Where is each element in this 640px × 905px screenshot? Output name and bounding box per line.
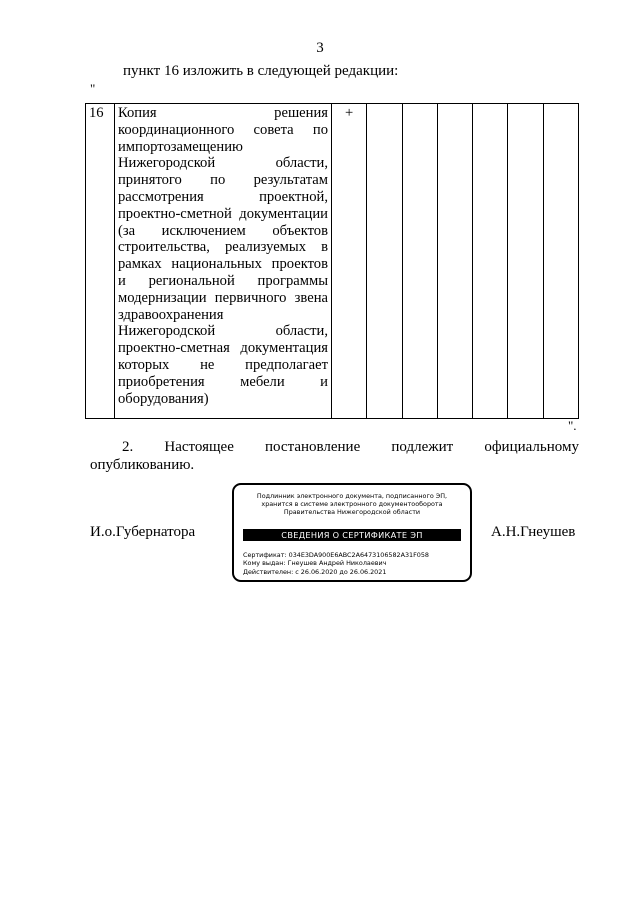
description-line: и региональной программы: [118, 272, 328, 289]
description-line: импортозамещению: [118, 138, 243, 155]
quote-close: ".: [568, 418, 577, 433]
empty-cell: [437, 104, 472, 419]
empty-cell: [543, 104, 578, 419]
description-line: которых не предполагает: [118, 356, 328, 373]
description-line: рамках национальных проектов: [118, 256, 328, 273]
description-line: приобретения мебели и: [118, 373, 328, 390]
description-line: Копия решения: [118, 105, 328, 121]
stamp-line: хранится в системе электронного документооборота: [261, 500, 443, 509]
description-line: модернизации первичного звена: [118, 289, 328, 306]
signer-position: И.о.Губернатора: [90, 524, 196, 540]
description-line: строительства, реализуемых в: [118, 239, 328, 256]
description-line: Нижегородской области,: [118, 323, 328, 340]
description-line: проектно-сметная документация: [118, 340, 328, 357]
quote-open: ": [90, 81, 96, 96]
description-line: здравоохранения: [118, 306, 224, 323]
description-line: проектно-сметной документации: [118, 205, 328, 222]
page-number: 3: [316, 40, 324, 56]
publication-paragraph: [90, 438, 579, 474]
intro-text: пункт 16 изложить в следующей редакции:: [123, 63, 399, 79]
mark-cell: +: [332, 104, 367, 419]
empty-cell: [473, 104, 508, 419]
certificate-number: Сертификат: 034E3DA900E6ABC2A6473106582A31F058: [243, 551, 429, 559]
signer-name: А.Н.Гнеушев: [491, 524, 576, 540]
table-row: [86, 104, 579, 419]
description-line: принятого по результатам: [118, 172, 328, 189]
paragraph-line: 2. Настоящее постановление подлежит официальному: [122, 439, 579, 455]
description-line: оборудования): [118, 390, 209, 407]
amendment-table: [85, 103, 579, 419]
description-line: (за исключением объектов: [118, 222, 328, 239]
certificate-owner: Кому выдан: Гнеушев Андрей Николаевич: [243, 559, 387, 568]
paragraph-line: опубликованию.: [90, 457, 195, 473]
description-line: Нижегородской области,: [118, 155, 328, 172]
empty-cell: [402, 104, 437, 419]
description-line: рассмотрения проектной,: [118, 188, 328, 205]
description-line: координационного совета по: [118, 121, 328, 138]
stamp-line: Правительства Нижегородской области: [283, 508, 421, 517]
certificate-validity: Действителен: с 26.06.2020 до 26.06.2021: [243, 567, 387, 576]
digital-signature-stamp: [232, 483, 472, 582]
stamp-line: Подлинник электронного документа, подписанного ЭП,: [256, 492, 448, 500]
empty-cell: [367, 104, 402, 419]
empty-cell: [508, 104, 543, 419]
stamp-header: [234, 492, 470, 517]
stamp-title: СВЕДЕНИЯ О СЕРТИФИКАТЕ ЭП: [243, 529, 461, 541]
row-number-cell: 16: [86, 104, 115, 419]
stamp-details: [243, 551, 429, 576]
description-cell: [115, 104, 332, 419]
